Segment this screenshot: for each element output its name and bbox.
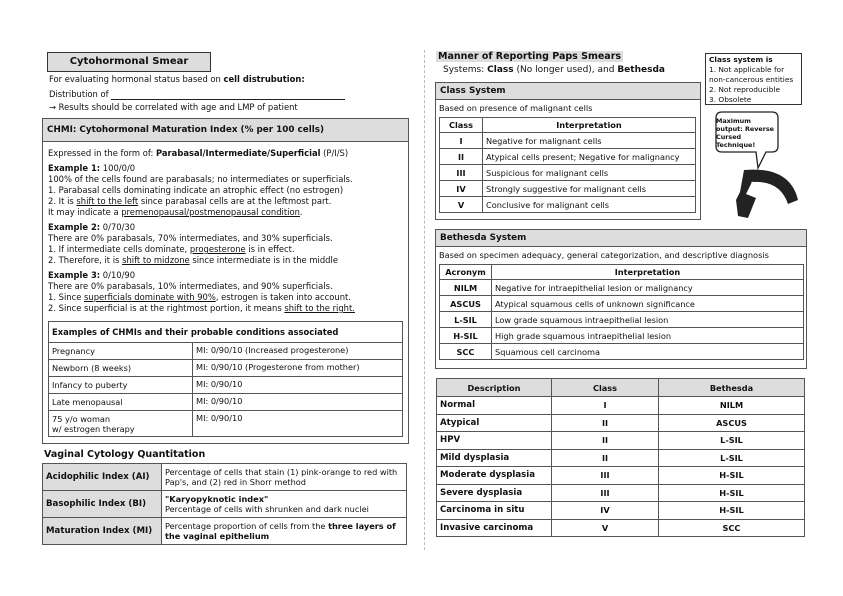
bethesda-basis: Based on specimen adequacy, general categorization, and descriptive diagnosis [439,250,769,260]
compare-desc: Mild dysplasia [437,449,552,467]
example-title-line: Example 2: 0/70/30 [48,222,136,232]
class-interpretation: Conclusive for malignant cells [483,197,696,213]
class-note-box [705,53,802,105]
class-row [440,133,696,149]
example-line: 2. Since superficial is at the rightmost portion, it means shift to the right. [48,303,355,313]
note-item: 2. Not reproducible [709,85,780,94]
class-system-box [435,82,701,220]
compare-bethesda: H-SIL [659,484,805,502]
bethesda-acronym: H-SIL [440,328,492,344]
bethesda-acronym: NILM [440,280,492,296]
blank-line [111,90,345,100]
systems-line: Systems: Class (No longer used), and Bethesda [443,65,665,75]
condition-name: Infancy to puberty [49,377,193,394]
compare-class: II [552,432,659,450]
class-numeral: IV [440,181,483,197]
bethesda-table [439,264,804,360]
bethesda-row [440,280,804,296]
compare-desc: Moderate dysplasia [437,467,552,485]
compare-bethesda: SCC [659,519,805,537]
distribution-line: Distribution of [49,89,345,100]
class-interpretation: Negative for malignant cells [483,133,696,149]
compare-row [437,502,805,520]
bethesda-interpretation: High grade squamous intraepithelial lesion [492,328,804,344]
comparison-table [436,378,805,537]
example-title-line: Example 1: 100/0/0 [48,163,136,173]
bethesda-interpretation: Negative for intraepithelial lesion or malignancy [492,280,804,296]
compare-bethesda: NILM [659,397,805,415]
compare-desc: Carcinoma in situ [437,502,552,520]
compare-class: IV [552,502,659,520]
index-name: Basophilic Index (BI) [43,491,162,518]
example-line: 2. It is shift to the left since parabasal cells are at the leftmost part. [48,196,332,206]
conditions-header: Examples of CHMIs and their probable conditions associated [49,322,403,343]
compare-bethesda: H-SIL [659,502,805,520]
bethesda-interpretation: Low grade squamous intraepithelial lesion [492,312,804,328]
class-row [440,165,696,181]
condition-row [49,411,403,437]
index-desc: Percentage of cells that stain (1) pink-orange to red with Pap's, and (2) red in Shorr method [162,464,407,491]
example-line: There are 0% parabasals, 70% intermediates, and 30% superficials. [48,233,333,243]
compare-desc: Atypical [437,414,552,432]
class-col-interp: Interpretation [483,118,696,133]
page-title: Cytohormonal Smear [47,52,211,72]
condition-row [49,394,403,411]
compare-desc: Invasive carcinoma [437,519,552,537]
compare-col-class: Class [552,379,659,397]
bethesda-interpretation: Atypical squamous cells of unknown significance [492,296,804,312]
examples-list [48,163,403,314]
compare-class: I [552,397,659,415]
compare-row [437,467,805,485]
compare-bethesda: H-SIL [659,467,805,485]
bethesda-row [440,328,804,344]
class-interpretation: Strongly suggestive for malignant cells [483,181,696,197]
index-desc: Percentage proportion of cells from the three layers of the vaginal epithelium [162,518,407,545]
condition-mi: MI: 0/90/10 [193,377,403,394]
bethesda-col-acronym: Acronym [440,265,492,280]
chmi-body [43,142,408,314]
bethesda-row [440,312,804,328]
compare-row [437,397,805,415]
class-numeral: II [440,149,483,165]
example-line: 1. If intermediate cells dominate, progesterone is in effect. [48,244,295,254]
compare-class: III [552,467,659,485]
note-items [709,65,798,105]
compare-desc: Severe dysplasia [437,484,552,502]
chmi-header: CHMI: Cytohormonal Maturation Index (% per 100 cells) [43,119,408,142]
chmi-box [42,118,409,444]
conditions-table-wrap [48,321,403,437]
bethesda-row [440,344,804,360]
bethesda-interpretation: Squamous cell carcinoma [492,344,804,360]
index-row [43,464,407,491]
condition-row [49,360,403,377]
compare-class: II [552,414,659,432]
class-basis: Based on presence of malignant cells [439,103,593,113]
index-row [43,518,407,545]
condition-name: Newborn (8 weeks) [49,360,193,377]
class-numeral: V [440,197,483,213]
bethesda-row [440,296,804,312]
hand-sign-icon [736,170,798,218]
condition-mi: MI: 0/90/10 (Progesterone from mother) [193,360,403,377]
class-numeral: I [440,133,483,149]
example-line: 100% of the cells found are parabasals; no intermediates or superficials. [48,174,353,184]
example-title-line: Example 3: 0/10/90 [48,270,136,280]
note-item: 1. Not applicable for non-cancerous entities [709,65,794,84]
bethesda-acronym: ASCUS [440,296,492,312]
note-title: Class system is [709,55,773,64]
bethesda-box [435,229,807,369]
example-line: 2. Therefore, it is shift to midzone since intermediate is in the middle [48,255,338,265]
bethesda-col-interp: Interpretation [492,265,804,280]
condition-mi: MI: 0/90/10 (Increased progesterone) [193,343,403,360]
column-divider [424,50,425,550]
bethesda-acronym: SCC [440,344,492,360]
compare-row [437,432,805,450]
condition-mi: MI: 0/90/10 [193,394,403,411]
class-interpretation: Suspicious for malignant cells [483,165,696,181]
compare-bethesda: L-SIL [659,432,805,450]
compare-bethesda: ASCUS [659,414,805,432]
indices-table [42,463,407,545]
reporting-title: Manner of Reporting Paps Smears [438,51,622,62]
compare-class: III [552,484,659,502]
compare-row [437,414,805,432]
intro-line: For evaluating hormonal status based on cell distrubution: [49,74,305,84]
class-interpretation: Atypical cells present; Negative for malignancy [483,149,696,165]
condition-mi: MI: 0/90/10 [193,411,403,437]
compare-class: II [552,449,659,467]
arrow-note: → Results should be correlated with age and LMP of patient [49,102,298,112]
example-block [48,163,403,218]
compare-row [437,449,805,467]
condition-name: 75 y/o woman w/ estrogen therapy [49,411,193,437]
class-system-header: Class System [436,83,700,100]
vaginal-title: Vaginal Cytology Quantitation [44,449,206,460]
index-row [43,491,407,518]
compare-col-bethesda: Bethesda [659,379,805,397]
class-row [440,149,696,165]
example-line: 1. Since superficials dominate with 90%, estrogen is taken into account. [48,292,351,302]
compare-desc: Normal [437,397,552,415]
compare-row [437,484,805,502]
example-block [48,222,403,266]
compare-bethesda: L-SIL [659,449,805,467]
index-name: Maturation Index (MI) [43,518,162,545]
bethesda-header: Bethesda System [436,230,806,247]
bubble-text: Maximum output: Reverse Cursed Technique! [716,117,774,149]
condition-name: Late menopausal [49,394,193,411]
compare-col-desc: Description [437,379,552,397]
class-row [440,181,696,197]
example-line: 1. Parabasal cells dominating indicate an atrophic effect (no estrogen) [48,185,344,195]
compare-class: V [552,519,659,537]
compare-desc: HPV [437,432,552,450]
bethesda-acronym: L-SIL [440,312,492,328]
example-block [48,270,403,314]
compare-row [437,519,805,537]
class-row [440,197,696,213]
example-line: It may indicate a premenopausal/postmenopausal condition. [48,207,303,217]
example-line: There are 0% parabasals, 10% intermediates, and 90% superficials. [48,281,333,291]
class-col-class: Class [440,118,483,133]
condition-row [49,343,403,360]
index-desc: "Karyopyknotic index" Percentage of cells with shrunken and dark nuclei [162,491,407,518]
class-numeral: III [440,165,483,181]
conditions-table [48,321,403,437]
note-item: 3. Obsolete [709,95,752,104]
expressed-line: Expressed in the form of: Parabasal/Intermediate/Superficial (P/I/S) [48,148,349,158]
condition-row [49,377,403,394]
class-table [439,117,696,213]
condition-name: Pregnancy [49,343,193,360]
index-name: Acidophilic Index (AI) [43,464,162,491]
